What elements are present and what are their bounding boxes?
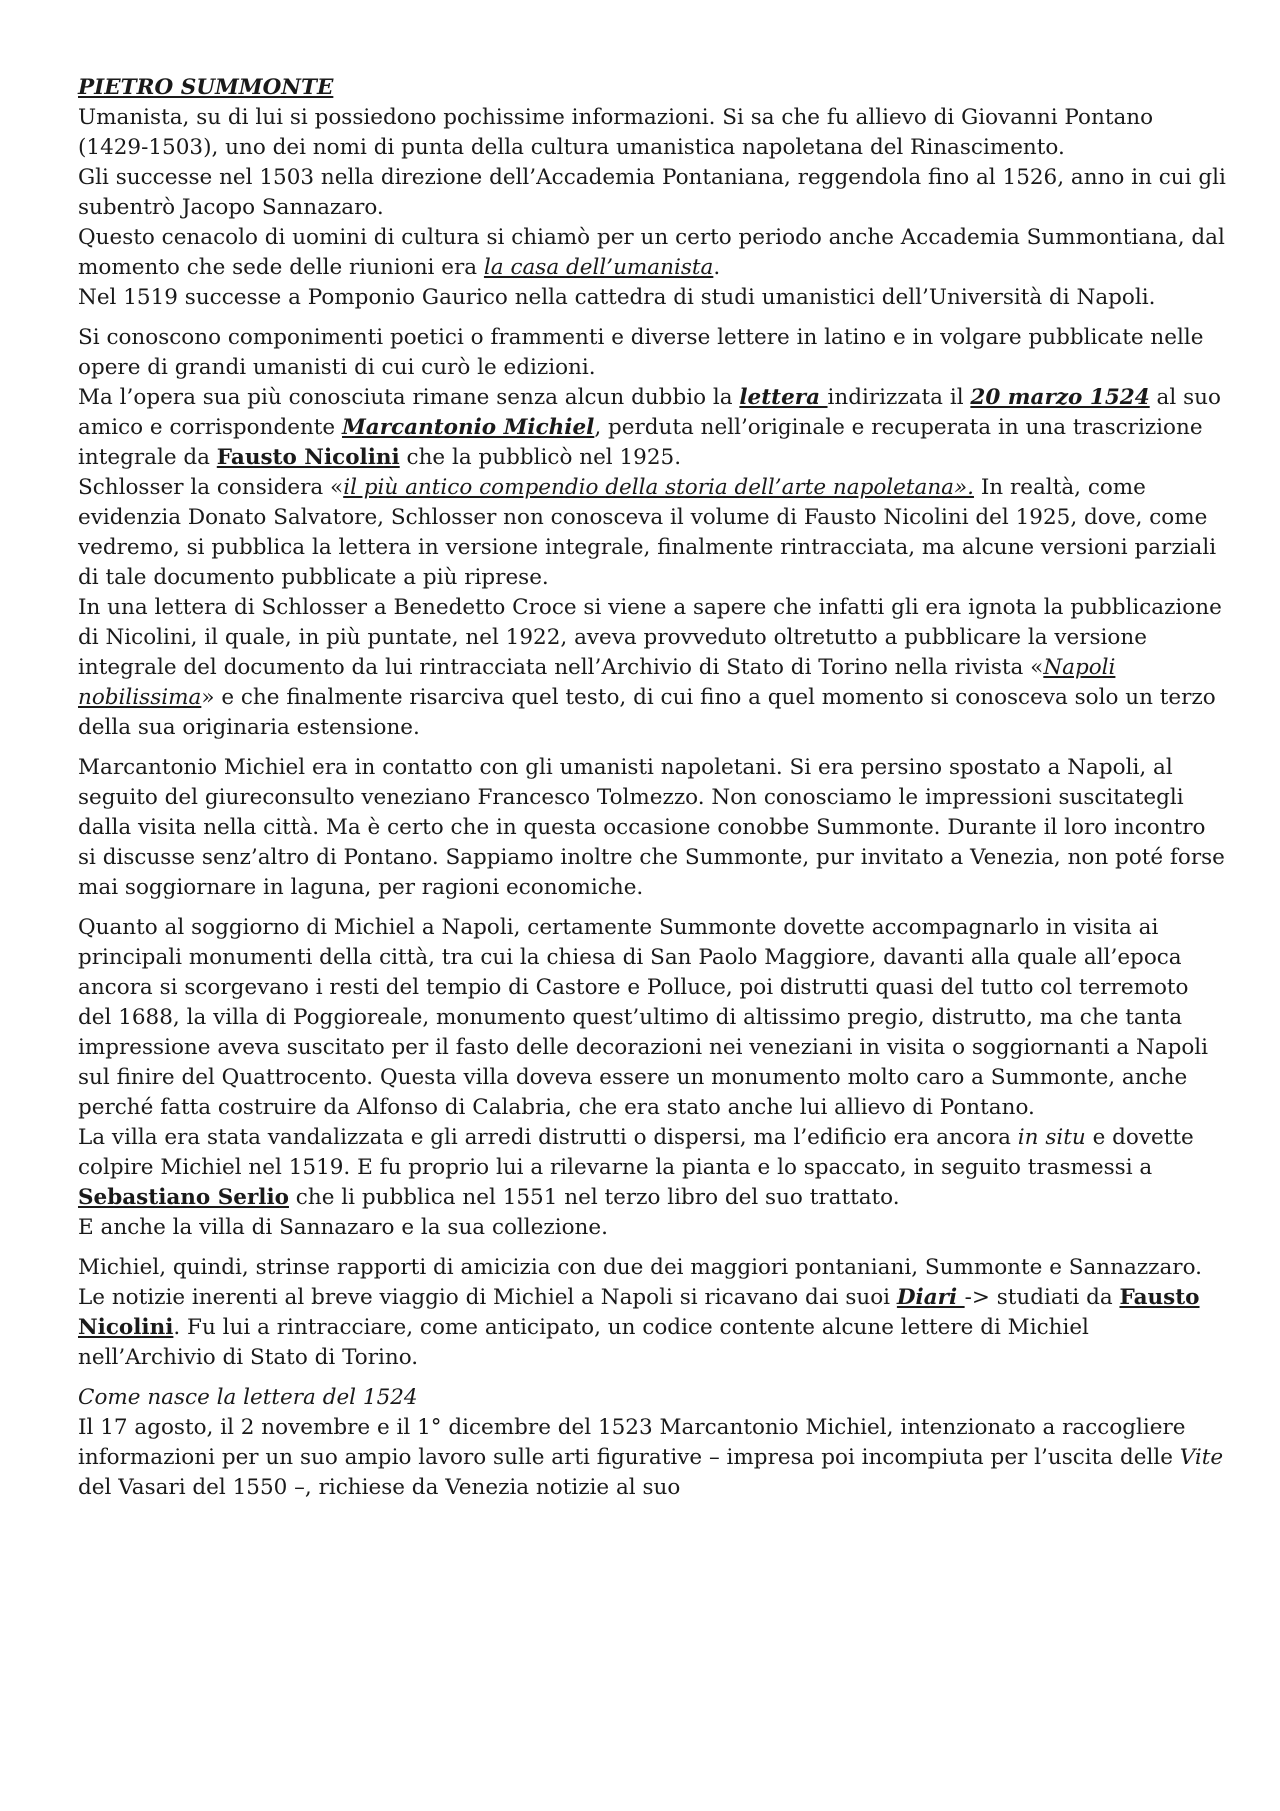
emphasis-nicolini-2: Fausto Nicolini — [78, 1285, 1200, 1340]
paragraph-works-1: Si conoscono componimenti poetici o frammenti e diverse lettere in latino e in volgare pubblicate nelle opere di grandi umanisti di cui curò le edizioni. — [78, 325, 1204, 380]
emphasis-in-situ: in situ — [1017, 1125, 1086, 1150]
paragraph-works-4: In una lettera di Schlosser a Benedetto Croce si viene a sapere che infatti gli era ignota la pubblicazione di Nicolini, il quale, in più puntate, nel 1922, aveva provveduto oltretutto a pubblicare la versione integrale del documento da lui rintracciata nell’Archivio di Stato di Torino nella rivista «Napoli nobilissima» e che finalmente risarciva quel testo, di cui fino a quel momento si conosceva solo un terzo della sua originaria estensione. — [78, 595, 1222, 740]
emphasis-napoli-nobilissima: Napoli nobilissima — [78, 655, 1116, 710]
paragraph-stay-1: Quanto al soggiorno di Michiel a Napoli, certamente Summonte dovette accompagnarlo in visita ai principali monumenti della città, tra cui la chiesa di San Paolo Maggiore, davanti alla quale all’epoca ancora si scorgevano i resti del tempio di Castore e Polluce, poi distrutti quasi del tutto col terremoto del 1688, la villa di Poggioreale, monumento quest’ultimo di altissimo pregio, distrutto, ma che tanta impressione aveva suscitato per il fasto delle decorazioni nei veneziani in visita o soggiornanti a Napoli sul finire del Quattrocento. Questa villa doveva essere un monumento molto caro a Summonte, anche perché fatta costruire da Alfonso di Calabria, che era stato anche lui allievo di Pontano. — [78, 915, 1209, 1120]
paragraph-intro-2: Gli successe nel 1503 nella direzione dell’Accademia Pontaniana, reggendola fino al 1526, anno in cui gli subentrò Jacopo Sannazaro. — [78, 165, 1226, 220]
paragraph-intro-3: Questo cenacolo di uomini di cultura si chiamò per un certo periodo anche Accademia Summontiana, dal momento che sede delle riunioni era la casa dell’umanista. — [78, 225, 1225, 280]
emphasis-date: 20 marzo 1524 — [970, 385, 1150, 410]
emphasis-vite: Vite — [1179, 1445, 1224, 1470]
emphasis-casa-umanista: la casa dell’umanista — [483, 255, 714, 280]
emphasis-nicolini: Fausto Nicolini — [216, 445, 400, 470]
paragraph-stay-3: E anche la villa di Sannazaro e la sua collezione. — [78, 1215, 608, 1240]
paragraph-stay-2: La villa era stata vandalizzata e gli arredi distrutti o dispersi, ma l’edificio era ancora in situ e dovette colpire Michiel nel 1519. E fu proprio lui a rilevarne la pianta e lo spaccato, in seguito trasmessi a Sebastiano Serlio che li pubblica nel 1551 nel terzo libro del suo trattato. — [78, 1125, 1194, 1210]
paragraph-friendship-2: Le notizie inerenti al breve viaggio di Michiel a Napoli si ricavano dai suoi Diari -> studiati da Fausto Nicolini. Fu lui a rintracciare, come anticipato, un codice contente alcune lettere di Michiel nell’Archivio di Stato di Torino. — [78, 1285, 1200, 1370]
paragraph-intro-4: Nel 1519 successe a Pomponio Gaurico nella cattedra di studi umanistici dell’Università di Napoli. — [78, 285, 1156, 310]
quote-compendio: il più antico compendio della storia dell’arte napoletana». — [343, 475, 974, 500]
paragraph-works-3: Schlosser la considera «il più antico compendio della storia dell’arte napoletana». In realtà, come evidenzia Donato Salvatore, Schlosser non conosceva il volume di Fausto Nicolini del 1925, dove, come vedremo, si pubblica la lettera in versione integrale, finalmente rintracciata, ma alcune versioni parziali di tale documento pubblicate a più riprese. — [78, 475, 1217, 590]
document-page — [78, 73, 1228, 1503]
paragraph-letter-origin: Il 17 agosto, il 2 novembre e il 1° dicembre del 1523 Marcantonio Michiel, intenzionato a raccogliere informazioni per un suo ampio lavoro sulle arti figurative – impresa poi incompiuta per l’uscita delle Vite del Vasari del 1550 –, richiese da Venezia notizie al suo — [78, 1415, 1224, 1500]
paragraph-friendship-1: Michiel, quindi, strinse rapporti di amicizia con due dei maggiori pontaniani, Summonte e Sannazzaro. — [78, 1255, 1202, 1280]
emphasis-diari: Diari — [896, 1285, 965, 1310]
paragraph-michiel-contact: Marcantonio Michiel era in contatto con gli umanisti napoletani. Si era persino spostato a Napoli, al seguito del giureconsulto veneziano Francesco Tolmezzo. Non conosciamo le impressioni suscitategli dalla visita nella città. Ma è certo che in questa occasione conobbe Summonte. Durante il loro incontro si discusse senz’altro di Pontano. Sappiamo inoltre che Summonte, pur invitato a Venezia, non poté forse mai soggiornare in laguna, per ragioni economiche. — [78, 755, 1225, 900]
section-heading: Come nasce la lettera del 1524 — [78, 1385, 418, 1410]
paragraph-intro-1: Umanista, su di lui si possiedono pochissime informazioni. Si sa che fu allievo di Giovanni Pontano (1429-1503), uno dei nomi di punta della cultura umanistica napoletana del Rinascimento. — [78, 105, 1154, 160]
emphasis-lettera: lettera — [739, 385, 828, 410]
emphasis-michiel: Marcantonio Michiel — [342, 415, 595, 440]
document-title — [78, 73, 1228, 103]
title-text: PIETRO SUMMONTE — [78, 75, 334, 100]
paragraph-works-2: Ma l’opera sua più conosciuta rimane senza alcun dubbio la lettera indirizzata il 20 marzo 1524 al suo amico e corrispondente Marcantonio Michiel, perduta nell’originale e recuperata in una trascrizione integrale da Fausto Nicolini che la pubblicò nel 1925. — [78, 385, 1221, 470]
emphasis-serlio: Sebastiano Serlio — [78, 1185, 289, 1210]
